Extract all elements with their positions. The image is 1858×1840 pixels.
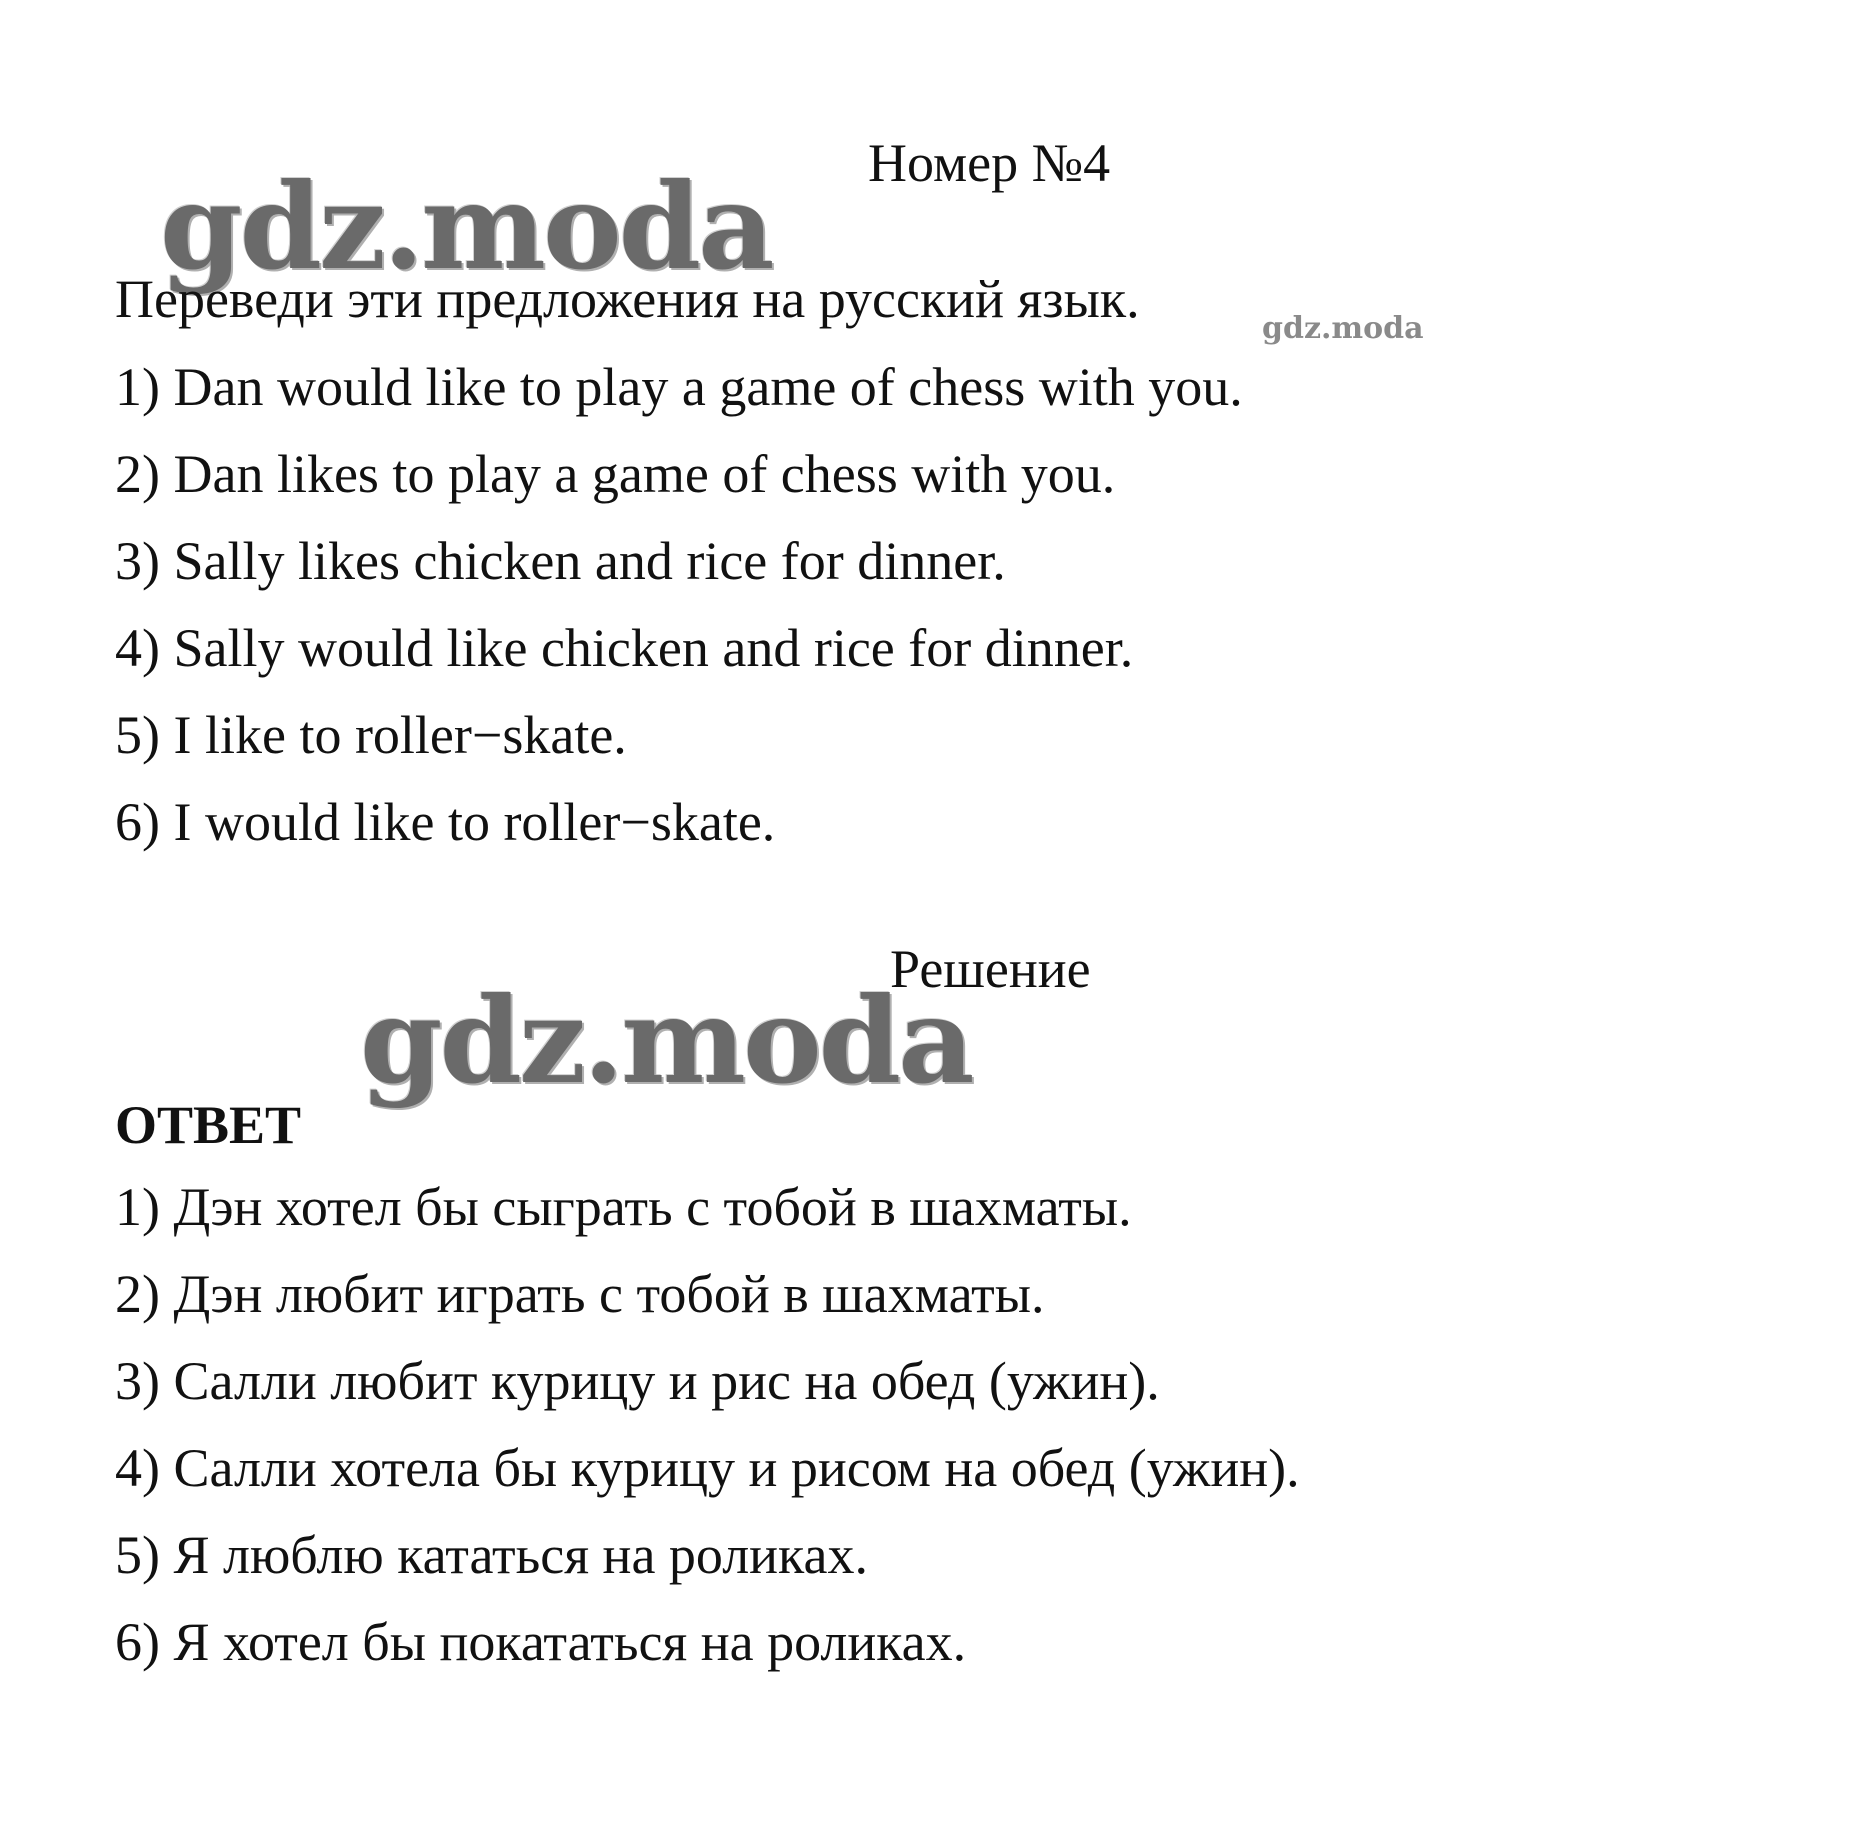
answer-4: 4) Салли хотела бы курицу и рисом на обед (ужин).	[115, 1438, 1300, 1498]
task-title: Номер №4	[868, 133, 1111, 193]
answer-2: 2) Дэн любит играть с тобой в шахматы.	[115, 1264, 1045, 1324]
sentence-4: 4) Sally would like chicken and rice for dinner.	[115, 618, 1134, 678]
sentence-2: 2) Dan likes to play a game of chess with you.	[115, 444, 1116, 504]
watermark-middle: gdz.moda	[360, 971, 972, 1110]
watermark-top: gdz.moda	[160, 157, 772, 296]
task-instruction: Переведи эти предложения на русский язык.	[115, 269, 1140, 329]
sentence-3: 3) Sally likes chicken and rice for dinner.	[115, 531, 1006, 591]
sentence-5: 5) I like to roller−skate.	[115, 705, 627, 765]
answer-5: 5) Я люблю кататься на роликах.	[115, 1525, 868, 1585]
answer-1: 1) Дэн хотел бы сыграть с тобой в шахматы.	[115, 1177, 1132, 1237]
answer-label: ОТВЕТ	[115, 1095, 302, 1155]
answer-6: 6) Я хотел бы покататься на роликах.	[115, 1612, 967, 1672]
sentence-1: 1) Dan would like to play a game of chess with you.	[115, 357, 1243, 417]
sentence-6: 6) I would like to roller−skate.	[115, 792, 776, 852]
watermark-small: gdz.moda	[1262, 311, 1424, 346]
answer-3: 3) Салли любит курицу и рис на обед (ужин).	[115, 1351, 1160, 1411]
solution-title: Решение	[890, 939, 1091, 999]
